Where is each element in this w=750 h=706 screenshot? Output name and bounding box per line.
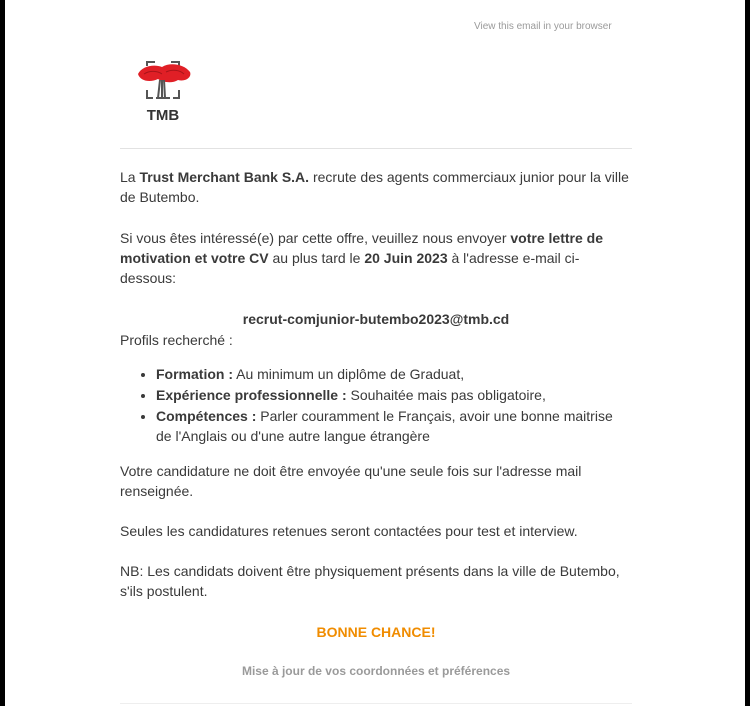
- nb-note: NB: Les candidats doivent être physiquement présents dans la ville de Butembo, s'ils postulent.: [120, 563, 620, 599]
- company-name: Trust Merchant Bank S.A.: [139, 169, 310, 185]
- view-in-browser-link[interactable]: View this email in your browser: [474, 21, 612, 32]
- candidature-note: Votre candidature ne doit être envoyée qu'une seule fois sur l'adresse mail renseignée.: [120, 463, 582, 499]
- profiles-list: [120, 364, 632, 446]
- list-item: • Formation : Au minimum un diplôme de Graduat,: [156, 364, 632, 384]
- deadline-date: 20 Juin 2023: [364, 250, 448, 266]
- list-item: • Compétences : Parler couramment le Français, avoir une bonne maitrise de l'Anglais ou d'une autre langue étrangère: [156, 406, 632, 446]
- profils-label: Profils recherché :: [120, 332, 233, 348]
- svg-text:TMB: TMB: [146, 107, 180, 124]
- intro-paragraph: La Trust Merchant Bank S.A. recrute des agents commerciaux junior pour la ville de Butembo.: [120, 169, 629, 205]
- email-content: [120, 167, 632, 681]
- update-preferences-link[interactable]: Mise à jour de vos coordonnées et préférences: [241, 664, 511, 678]
- email-page: [5, 0, 745, 706]
- list-item: • Expérience professionnelle : Souhaitée mais pas obligatoire,: [156, 385, 632, 405]
- good-luck-text: BONNE CHANCE!: [316, 624, 436, 640]
- header-divider: [120, 148, 632, 149]
- tmb-logo-icon: [132, 58, 194, 124]
- selection-note: Seules les candidatures retenues seront contactées pour test et interview.: [120, 523, 578, 539]
- tmb-logo: [132, 58, 194, 124]
- application-email[interactable]: recrut-comjunior-butembo2023@tmb.cd: [242, 311, 510, 327]
- footer-divider: [120, 703, 632, 704]
- instructions-paragraph: Si vous êtes intéressé(e) par cette offre, veuillez nous envoyer votre lettre de motivation et votre CV au plus tard le 20 Juin 2023 à l'adresse e-mail ci-dessous:: [120, 230, 603, 286]
